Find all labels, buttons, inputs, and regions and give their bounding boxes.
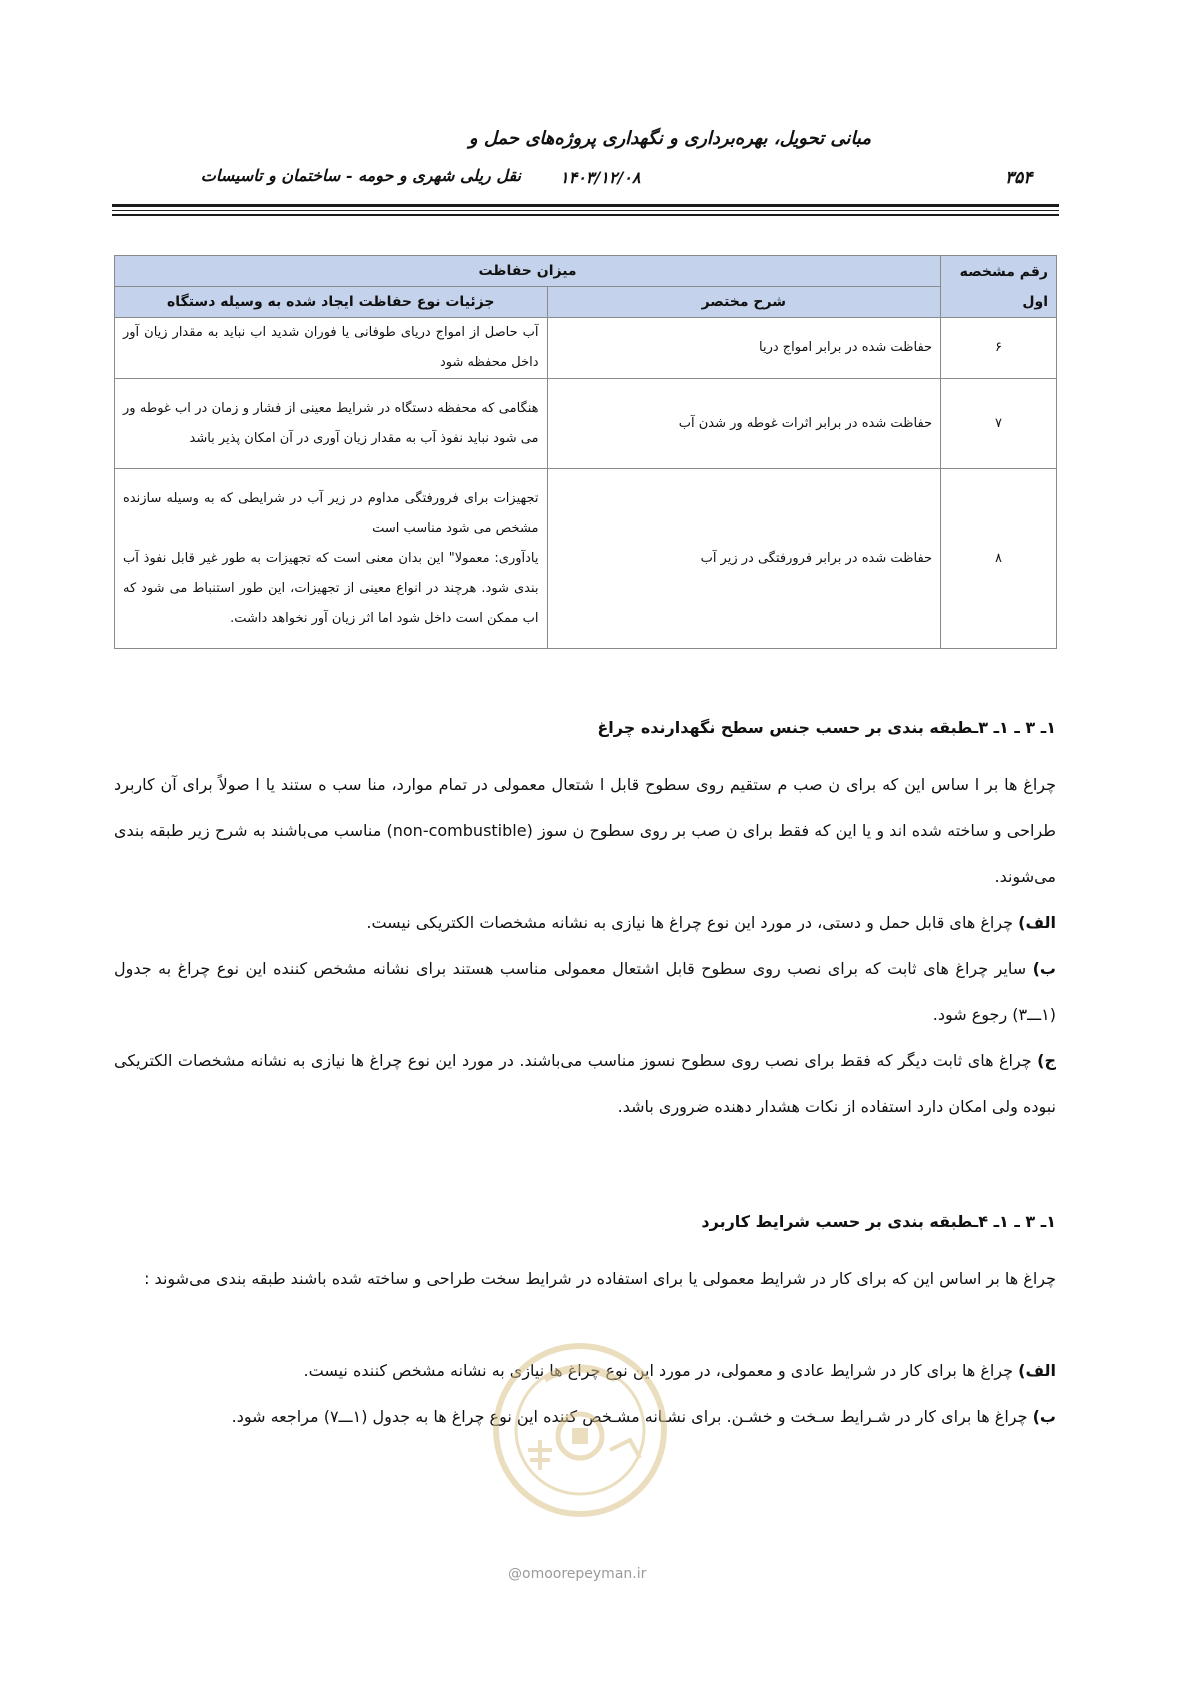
row-detail-text: تجهیزات برای فرورفتگی مداوم در زیر آب در شرایطی که به وسیله سازنده مشخص می شود مناسب است (123, 490, 539, 536)
list-item-text: چراغ های ثابت دیگر که فقط برای نصب روی سطوح نسوز مناسب می‌باشند. در مورد این نوع چراغ ها نیازی به نشانه مشخصات الکتریکی نبوده ولی امکان دارد استفاده از نکات هشدار دهنده ضروری باشد. (114, 1051, 1056, 1116)
list-item-label: الف) (1018, 1361, 1056, 1380)
table-header-short: شرح مختصر (547, 287, 941, 318)
header-rule (112, 204, 1059, 207)
table-header-level: میزان حفاظت (115, 256, 941, 287)
row-detail (115, 469, 548, 649)
watermark-site: @omoorepeyman.ir (508, 1566, 647, 1582)
list-item-text: چراغ ها برای کار در شـرایط سـخت و خشـن. برای نشـانه مشـخص کننده این نوع چراغ ها به جدول (۱ـــ۷) مراجعه شود. (231, 1407, 1033, 1426)
protection-table (114, 255, 1057, 649)
section-heading: ۱ـ ۳ ـ ۱ـ ۴ـطبقه بندی بر حسب شرایط کاربرد (701, 1212, 1056, 1231)
row-short: حفاظت شده در برابر فرورفتگی در زیر آب (547, 469, 941, 649)
table-row (115, 379, 1057, 469)
list-item (114, 900, 1056, 946)
row-code: ۶ (941, 318, 1057, 379)
page-number: ۳۵۴ (1005, 168, 1033, 188)
list-item-text: چراغ ها برای کار در شرایط عادی و معمولی، در مورد این نوع چراغ ها نیازی به نشانه مشخص کننده نیست. (303, 1361, 1019, 1380)
list-item-label: ج) (1037, 1051, 1056, 1070)
row-short: حفاظت شده در برابر امواج دریا (547, 318, 941, 379)
list-item-label: الف) (1018, 913, 1056, 932)
header-title-line2: نقل ریلی شهری و حومه - ساختمان و تاسیسات (200, 166, 521, 185)
watermark-seal-icon (490, 1340, 670, 1520)
list-item-text: چراغ های قابل حمل و دستی، در مورد این نوع چراغ ها نیازی به نشانه مشخصات الکتریکی نیست. (366, 913, 1019, 932)
table-header-detail: جزئیات نوع حفاظت ایجاد شده به وسیله دستگاه (115, 287, 548, 318)
header-title-line1: مبانی تحویل، بهره‌برداری و نگهداری پروژه‌های حمل و (468, 128, 871, 149)
row-code: ۷ (941, 379, 1057, 469)
table-row (115, 318, 1057, 379)
header-rule (112, 210, 1059, 211)
section-intro: چراغ ها بر ا ساس این که برای ن صب م ستقیم روی سطوح قابل ا شتعال معمولی در تمام موارد، منا سب ه ستند یا ا صولاً برای آن کاربرد طراحی و ساخته شده اند و یا این که فقط برای ن صب بر روی سطوح ن سوز (non-combustible) مناسب می‌باشند به شرح زیر طبقه بندی می‌شوند. (114, 775, 1057, 886)
row-detail: هنگامی که محفظه دستگاه در شرایط معینی از فشار و زمان در اب غوطه ور می شود نباید نفوذ آب به مقدار زیان آوری در آن امکان پذیر باشد (115, 379, 548, 469)
list-item-label: ب) (1032, 1407, 1056, 1426)
header-date: ۱۴۰۳/۱۲/۰۸ (560, 168, 641, 187)
list-item (114, 1038, 1056, 1130)
list-item-text: سایر چراغ های ثابت که برای نصب روی سطوح قابل اشتعال معمولی مناسب هستند برای نشانه مشخص کننده این نوع چراغ به جدول (۱ـــ۳) رجوع شود. (114, 959, 1056, 1024)
section-intro: چراغ ها بر اساس این که برای کار در شرایط معمولی یا برای استفاده در شرایط سخت طراحی و ساخته شده باشند طبقه بندی می‌شوند : (144, 1269, 1056, 1288)
section-heading: ۱ـ ۳ ـ ۱ـ ۳ـطبقه بندی بر حسب جنس سطح نگهدارنده چراغ (597, 718, 1056, 737)
row-code: ۸ (941, 469, 1057, 649)
table-row (115, 469, 1057, 649)
table-header-code: رقم مشخصه اول (941, 256, 1057, 318)
row-detail: آب حاصل از امواج دریای طوفانی یا فوران شدید اب نباید به مقدار زیان آور داخل محفظه شود (115, 318, 548, 379)
row-detail-note: یادآوری: معمولا" این بدان معنی است که تجهیزات به طور غیر قابل نفوذ آب بندی شود. هرچند در انواع معینی از تجهیزات، این طور استنباط می شود که اب ممکن است داخل شود اما اثر زیان آور نخواهد داشت. (123, 550, 539, 626)
header-rule (112, 214, 1059, 216)
row-short: حفاظت شده در برابر اثرات غوطه ور شدن آب (547, 379, 941, 469)
list-item-label: ب) (1032, 959, 1056, 978)
list-item (114, 946, 1056, 1038)
